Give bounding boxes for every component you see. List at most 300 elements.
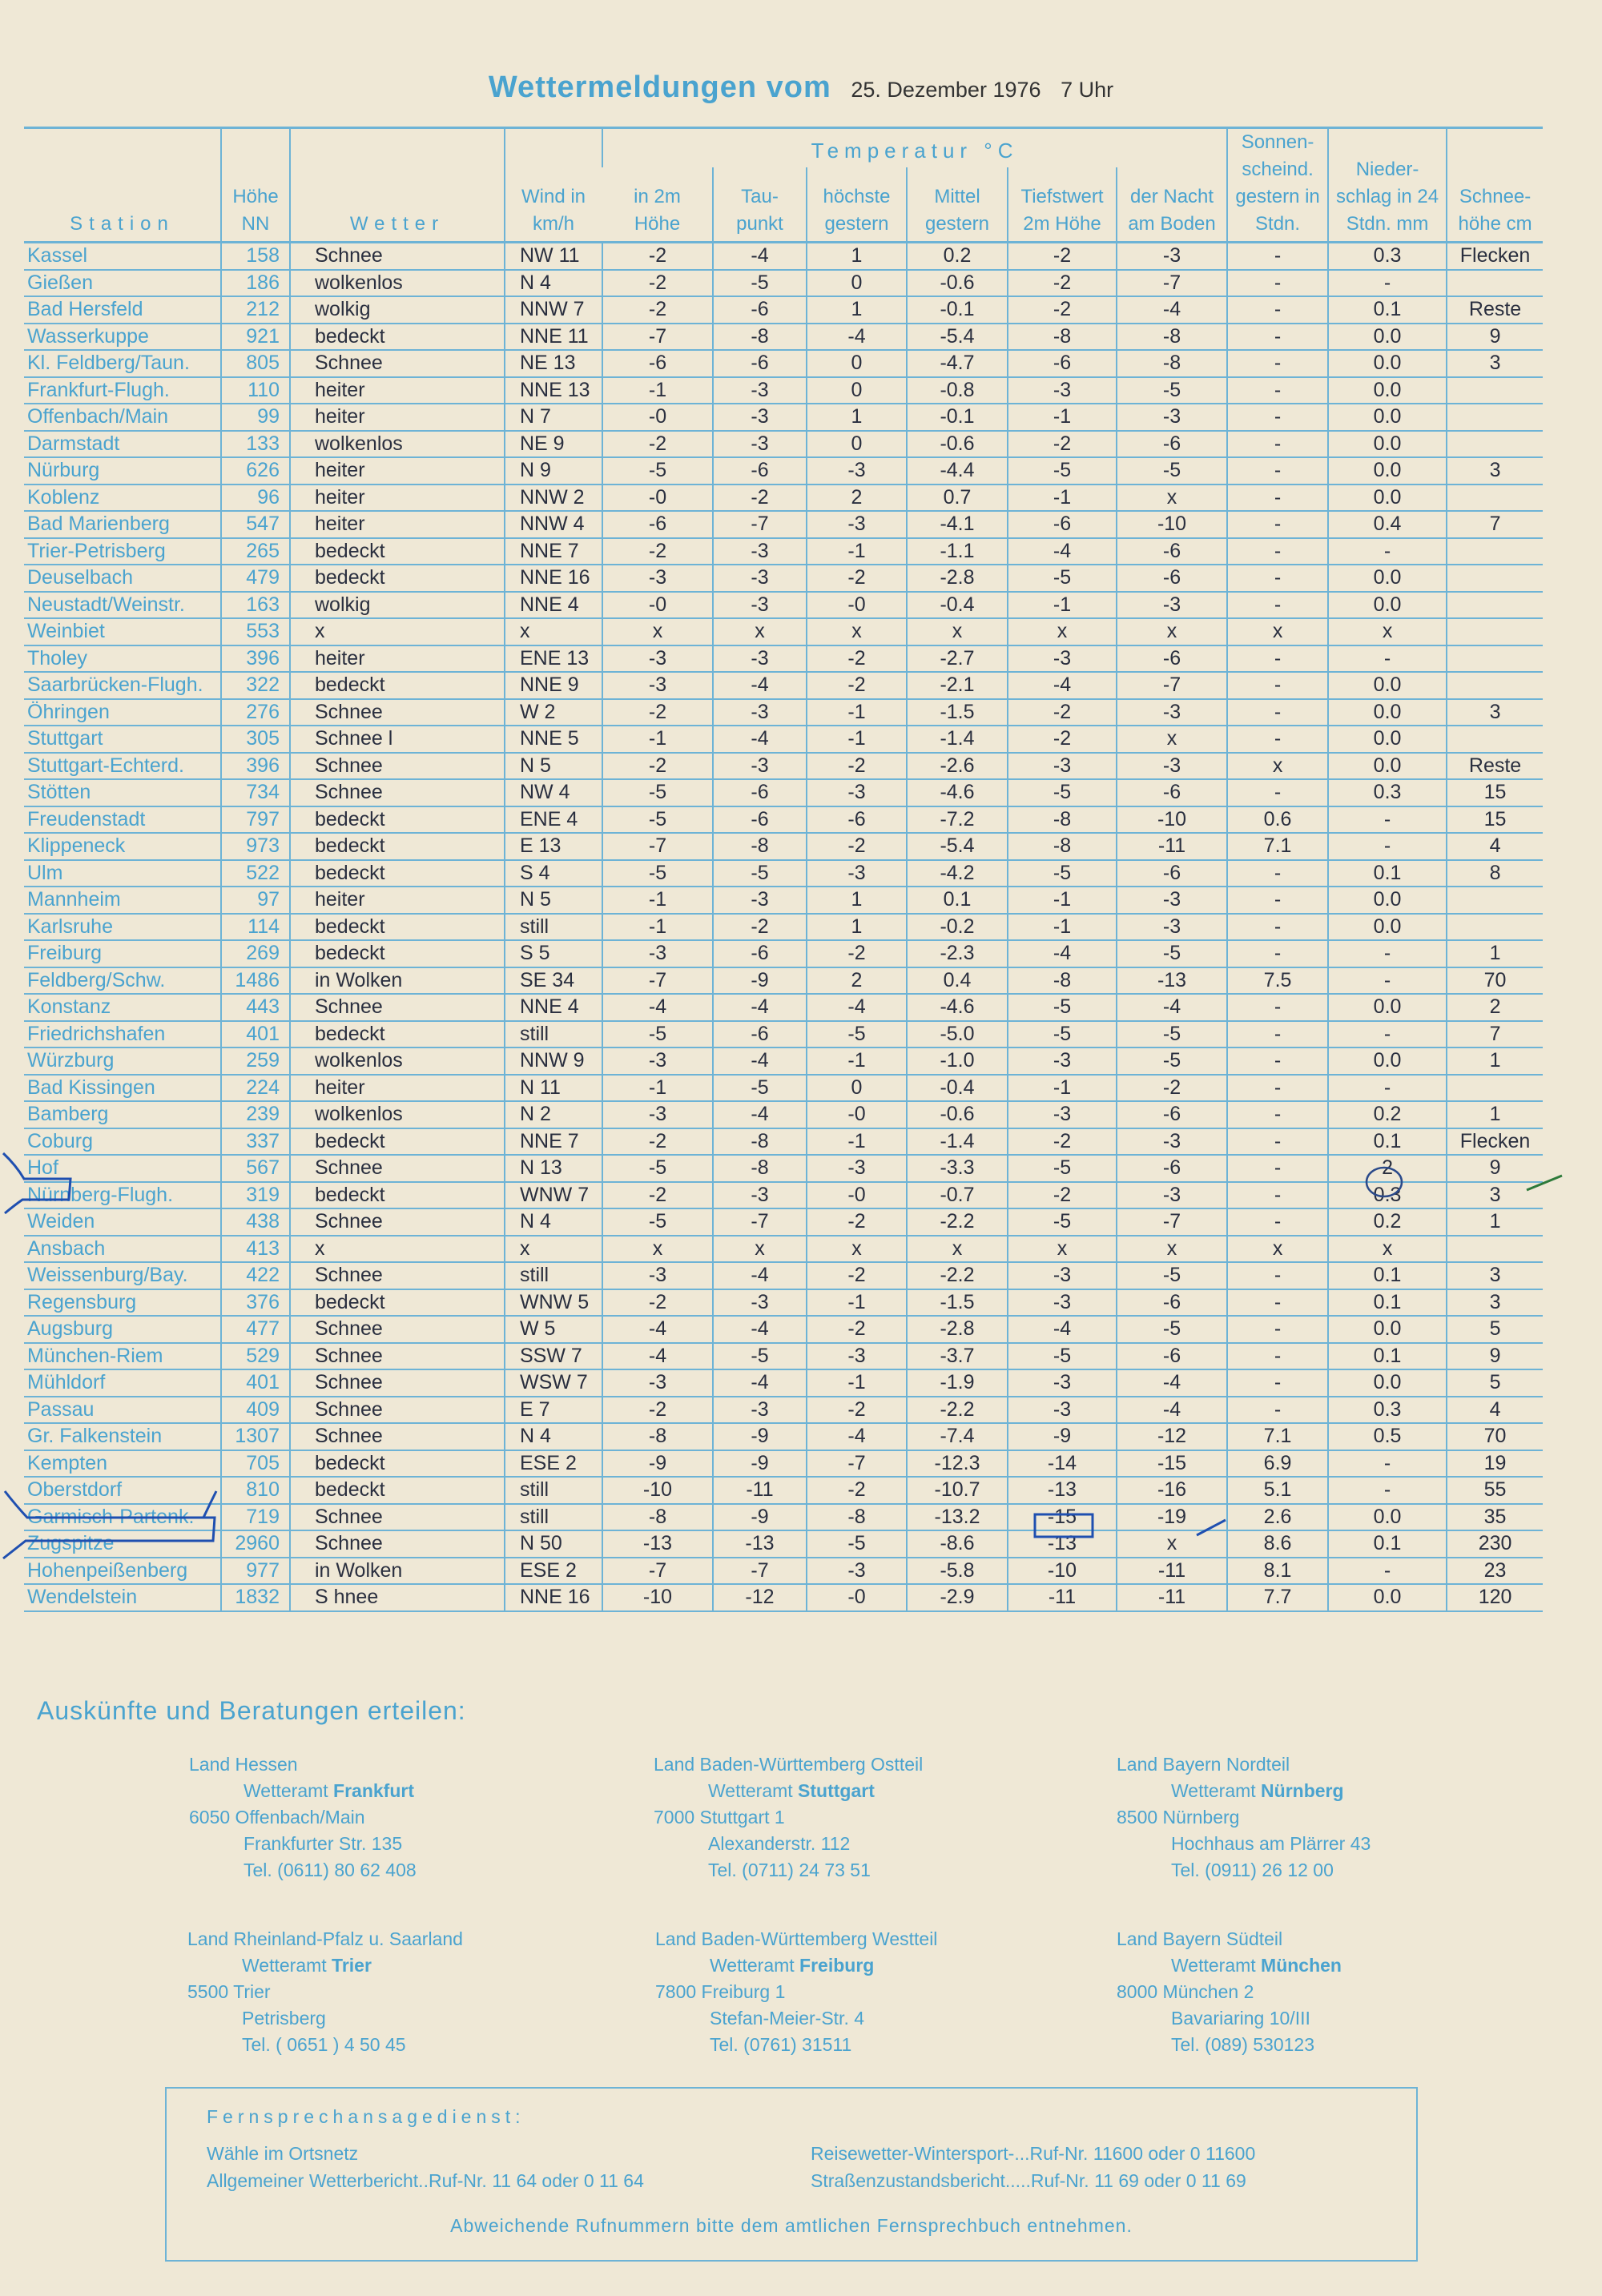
table-row	[24, 1101, 1543, 1128]
cell-mittel: -1.5	[907, 1289, 1008, 1317]
table-row	[24, 645, 1543, 673]
cell-nieder: 0.0	[1328, 699, 1447, 726]
cell-nieder: 0.0	[1328, 1504, 1447, 1531]
cell-wetter: heiter	[290, 887, 505, 914]
phone-line-wetterbericht: Allgemeiner Wetterbericht..Ruf-Nr. 11 64 oder 0 11 64	[207, 2170, 644, 2191]
col-temperatur: Temperatur °C	[602, 128, 1227, 168]
cell-wind: NNE 11	[505, 324, 602, 351]
cell-station: Klippeneck	[24, 833, 221, 860]
cell-hoechste: -2	[807, 833, 907, 860]
cell-nacht: -6	[1117, 860, 1227, 887]
cell-sonne: -	[1227, 1343, 1328, 1370]
cell-in2m: -2	[602, 1289, 713, 1317]
cell-sonne: -	[1227, 1369, 1328, 1397]
cell-hoechste: -1	[807, 699, 907, 726]
cell-wetter: heiter	[290, 377, 505, 404]
cell-tiefst: x	[1008, 618, 1117, 645]
cell-sonne: -	[1227, 1289, 1328, 1317]
office-amt: Wetteramt	[708, 1780, 793, 1801]
cell-station: Bad Hersfeld	[24, 296, 221, 324]
cell-mittel: -10.7	[907, 1477, 1008, 1504]
cell-sonne: -	[1227, 672, 1328, 699]
cell-hoechste: 0	[807, 270, 907, 297]
cell-taupunkt: -6	[713, 1021, 807, 1048]
cell-nieder: 0.0	[1328, 914, 1447, 941]
table-row	[24, 914, 1543, 941]
cell-station: München-Riem	[24, 1343, 221, 1370]
cell-mittel: 0.2	[907, 243, 1008, 270]
cell-nieder: 0.0	[1328, 457, 1447, 485]
cell-tiefst: -3	[1008, 1397, 1117, 1424]
cell-hoechste: -2	[807, 940, 907, 967]
cell-schnee: 5	[1447, 1369, 1543, 1397]
cell-tiefst: -1	[1008, 887, 1117, 914]
table-row	[24, 1450, 1543, 1478]
cell-schnee	[1447, 270, 1543, 297]
cell-nieder: 0.3	[1328, 779, 1447, 806]
cell-hoechste: -6	[807, 806, 907, 834]
table-row	[24, 672, 1543, 699]
cell-hoehe: 705	[221, 1450, 290, 1478]
cell-station: Trier-Petrisberg	[24, 538, 221, 565]
cell-station: Koblenz	[24, 485, 221, 512]
cell-hoechste: -2	[807, 1316, 907, 1343]
cell-tiefst: -1	[1008, 592, 1117, 619]
cell-tiefst: -14	[1008, 1450, 1117, 1478]
cell-station: Friedrichshafen	[24, 1021, 221, 1048]
cell-station: Gießen	[24, 270, 221, 297]
title-date: 25. Dezember 1976	[851, 78, 1041, 102]
cell-station: Coburg	[24, 1128, 221, 1156]
cell-station: Saarbrücken-Flugh.	[24, 672, 221, 699]
cell-in2m: -2	[602, 753, 713, 780]
cell-schnee: 9	[1447, 324, 1543, 351]
table-row	[24, 1477, 1543, 1504]
cell-taupunkt: -3	[713, 377, 807, 404]
cell-hoechste: -3	[807, 1343, 907, 1370]
office-line2: Stefan-Meier-Str. 4	[710, 2008, 865, 2029]
cell-tiefst: -13	[1008, 1530, 1117, 1558]
cell-mittel: -0.6	[907, 431, 1008, 458]
cell-nieder: 0.0	[1328, 404, 1447, 431]
cell-tiefst: -2	[1008, 1128, 1117, 1156]
cell-wetter: bedeckt	[290, 324, 505, 351]
cell-schnee	[1447, 538, 1543, 565]
cell-hoehe: 99	[221, 404, 290, 431]
cell-in2m: -2	[602, 1397, 713, 1424]
cell-station: Konstanz	[24, 994, 221, 1021]
cell-tiefst: -3	[1008, 1262, 1117, 1289]
cell-mittel: -1.0	[907, 1047, 1008, 1075]
cell-station: Frankfurt-Flugh.	[24, 377, 221, 404]
cell-in2m: -6	[602, 511, 713, 538]
cell-nacht: -5	[1117, 1021, 1227, 1048]
table-row	[24, 1021, 1543, 1048]
cell-schnee	[1447, 645, 1543, 673]
cell-nacht: -6	[1117, 431, 1227, 458]
cell-wetter: wolkenlos	[290, 431, 505, 458]
office-land: Land Rheinland-Pfalz u. Saarland	[187, 1928, 463, 1949]
office-line2: Bavariaring 10/III	[1171, 2008, 1310, 2029]
cell-in2m: -1	[602, 377, 713, 404]
cell-schnee	[1447, 404, 1543, 431]
cell-nieder: 0.0	[1328, 1047, 1447, 1075]
office-line1: 7000 Stuttgart 1	[654, 1807, 785, 1828]
cell-tiefst: -5	[1008, 1343, 1117, 1370]
cell-schnee	[1447, 618, 1543, 645]
cell-hoechste: -2	[807, 565, 907, 592]
cell-sonne: -	[1227, 296, 1328, 324]
cell-schnee: 3	[1447, 699, 1543, 726]
cell-nacht: -16	[1117, 1477, 1227, 1504]
cell-wind: WSW 7	[505, 1369, 602, 1397]
cell-hoechste: x	[807, 618, 907, 645]
cell-nieder: 0.0	[1328, 726, 1447, 753]
cell-taupunkt: -4	[713, 1047, 807, 1075]
cell-mittel: -2.6	[907, 753, 1008, 780]
cell-schnee: 8	[1447, 860, 1543, 887]
office-line3: Tel. (0711) 24 73 51	[708, 1860, 871, 1880]
cell-mittel: 0.7	[907, 485, 1008, 512]
cell-in2m: -13	[602, 1530, 713, 1558]
cell-tiefst: -3	[1008, 1369, 1117, 1397]
cell-tiefst: -5	[1008, 565, 1117, 592]
cell-in2m: -6	[602, 350, 713, 377]
cell-in2m: -7	[602, 967, 713, 995]
table-row	[24, 1530, 1543, 1558]
cell-in2m: -3	[602, 1047, 713, 1075]
cell-mittel: -0.1	[907, 404, 1008, 431]
cell-wetter: heiter	[290, 457, 505, 485]
cell-taupunkt: -4	[713, 1369, 807, 1397]
cell-hoehe: 438	[221, 1208, 290, 1236]
cell-nacht: -5	[1117, 1262, 1227, 1289]
cell-sonne: -	[1227, 726, 1328, 753]
cell-hoehe: 2960	[221, 1530, 290, 1558]
cell-wind: E 13	[505, 833, 602, 860]
cell-sonne: -	[1227, 1047, 1328, 1075]
cell-taupunkt: -4	[713, 1101, 807, 1128]
cell-in2m: -5	[602, 1208, 713, 1236]
cell-wetter: Schnee l	[290, 726, 505, 753]
cell-mittel: -4.7	[907, 350, 1008, 377]
cell-hoechste: -0	[807, 1182, 907, 1209]
cell-hoechste: -5	[807, 1530, 907, 1558]
cell-wetter: heiter	[290, 645, 505, 673]
cell-wind: WNW 5	[505, 1289, 602, 1317]
cell-hoehe: 479	[221, 565, 290, 592]
cell-wind: ESE 2	[505, 1450, 602, 1478]
cell-taupunkt: -7	[713, 1558, 807, 1585]
cell-taupunkt: -3	[713, 538, 807, 565]
cell-nacht: -6	[1117, 538, 1227, 565]
cell-taupunkt: -6	[713, 296, 807, 324]
cell-nieder: x	[1328, 1236, 1447, 1263]
cell-mittel: -4.6	[907, 994, 1008, 1021]
cell-wetter: Schnee	[290, 1397, 505, 1424]
cell-hoechste: -3	[807, 511, 907, 538]
cell-hoehe: 158	[221, 243, 290, 270]
cell-sonne: 7.7	[1227, 1584, 1328, 1611]
office-amt: Wetteramt	[244, 1780, 328, 1801]
cell-tiefst: x	[1008, 1236, 1117, 1263]
table-row	[24, 1155, 1543, 1182]
cell-in2m: -2	[602, 270, 713, 297]
cell-wetter: heiter	[290, 485, 505, 512]
cell-hoechste: -5	[807, 1021, 907, 1048]
cell-taupunkt: -9	[713, 1504, 807, 1531]
cell-nieder: 0.1	[1328, 1128, 1447, 1156]
cell-hoechste: -2	[807, 753, 907, 780]
cell-mittel: -0.2	[907, 914, 1008, 941]
cell-mittel: -1.1	[907, 538, 1008, 565]
cell-hoechste: -1	[807, 1047, 907, 1075]
office-line1: 5500 Trier	[187, 1981, 271, 2002]
cell-wind: NNW 9	[505, 1047, 602, 1075]
office-line1: 8500 Nürnberg	[1117, 1807, 1240, 1828]
table-row	[24, 779, 1543, 806]
cell-wind: NNE 7	[505, 538, 602, 565]
cell-hoechste: -2	[807, 1208, 907, 1236]
cell-taupunkt: -5	[713, 1075, 807, 1102]
cell-schnee: 5	[1447, 1316, 1543, 1343]
office-line3: Tel. (089) 530123	[1171, 2034, 1315, 2055]
cell-station: Hohenpeißenberg	[24, 1558, 221, 1585]
cell-taupunkt: -13	[713, 1530, 807, 1558]
cell-station: Bad Kissingen	[24, 1075, 221, 1102]
cell-sonne: -	[1227, 592, 1328, 619]
cell-taupunkt: -4	[713, 1316, 807, 1343]
cell-wetter: heiter	[290, 511, 505, 538]
cell-wetter: Schnee	[290, 350, 505, 377]
cell-mittel: -1.4	[907, 726, 1008, 753]
cell-wind: N 11	[505, 1075, 602, 1102]
cell-nacht: -7	[1117, 1208, 1227, 1236]
cell-station: Mühldorf	[24, 1369, 221, 1397]
office-city: Stuttgart	[798, 1780, 875, 1801]
cell-tiefst: -6	[1008, 511, 1117, 538]
cell-wind: still	[505, 1504, 602, 1531]
cell-in2m: -5	[602, 860, 713, 887]
cell-nacht: -7	[1117, 672, 1227, 699]
cell-hoechste: -8	[807, 1504, 907, 1531]
cell-tiefst: -3	[1008, 645, 1117, 673]
cell-mittel: -2.7	[907, 645, 1008, 673]
cell-station: Gr. Falkenstein	[24, 1423, 221, 1450]
cell-wind: N 5	[505, 753, 602, 780]
col-in2m: in 2m Höhe	[602, 167, 713, 242]
cell-wind: N 5	[505, 887, 602, 914]
table-row	[24, 1075, 1543, 1102]
cell-wetter: Schnee	[290, 1262, 505, 1289]
cell-hoehe: 409	[221, 1397, 290, 1424]
cell-tiefst: -5	[1008, 1155, 1117, 1182]
cell-taupunkt: -6	[713, 779, 807, 806]
cell-taupunkt: -8	[713, 1128, 807, 1156]
cell-tiefst: -1	[1008, 914, 1117, 941]
cell-nieder: -	[1328, 967, 1447, 995]
office-line1: 7800 Freiburg 1	[655, 1981, 786, 2002]
office-land: Land Baden-Württemberg Westteil	[655, 1928, 938, 1949]
cell-wind: N 9	[505, 457, 602, 485]
cell-hoechste: -1	[807, 1128, 907, 1156]
cell-schnee	[1447, 1236, 1543, 1263]
cell-station: Öhringen	[24, 699, 221, 726]
cell-wetter: Schnee	[290, 699, 505, 726]
cell-in2m: -5	[602, 1155, 713, 1182]
cell-nacht: -4	[1117, 1369, 1227, 1397]
cell-schnee	[1447, 377, 1543, 404]
cell-hoechste: -4	[807, 1423, 907, 1450]
cell-schnee: 1	[1447, 940, 1543, 967]
cell-wetter: heiter	[290, 1075, 505, 1102]
cell-wetter: Schnee	[290, 779, 505, 806]
cell-nacht: -5	[1117, 1316, 1227, 1343]
cell-hoechste: -2	[807, 672, 907, 699]
cell-tiefst: -2	[1008, 1182, 1117, 1209]
cell-sonne: -	[1227, 377, 1328, 404]
cell-wetter: Schnee	[290, 1316, 505, 1343]
cell-tiefst: -1	[1008, 485, 1117, 512]
cell-schnee: 3	[1447, 1262, 1543, 1289]
phone-service-box	[165, 2087, 1418, 2262]
cell-station: Ulm	[24, 860, 221, 887]
cell-station: Augsburg	[24, 1316, 221, 1343]
cell-wind: W 5	[505, 1316, 602, 1343]
cell-station: Hof	[24, 1155, 221, 1182]
office-land: Land Baden-Württemberg Ostteil	[654, 1754, 924, 1775]
cell-in2m: x	[602, 1236, 713, 1263]
cell-tiefst: -11	[1008, 1584, 1117, 1611]
cell-in2m: -5	[602, 779, 713, 806]
cell-sonne: -	[1227, 1397, 1328, 1424]
cell-nieder: -	[1328, 1450, 1447, 1478]
cell-taupunkt: -4	[713, 726, 807, 753]
office-city: Nürnberg	[1261, 1780, 1344, 1801]
office-line3: Tel. ( 0651 ) 4 50 45	[242, 2034, 406, 2055]
cell-hoechste: 1	[807, 404, 907, 431]
cell-hoechste: -4	[807, 324, 907, 351]
office-city: Frankfurt	[333, 1780, 414, 1801]
cell-nieder: 0.0	[1328, 485, 1447, 512]
cell-station: Freudenstadt	[24, 806, 221, 834]
cell-taupunkt: -6	[713, 940, 807, 967]
cell-nieder: 0.3	[1328, 1182, 1447, 1209]
cell-nieder: -	[1328, 806, 1447, 834]
cell-hoehe: 797	[221, 806, 290, 834]
table-row	[24, 618, 1543, 645]
cell-sonne: -	[1227, 940, 1328, 967]
cell-wind: NNE 4	[505, 994, 602, 1021]
cell-wind: ENE 4	[505, 806, 602, 834]
cell-wind: E 7	[505, 1397, 602, 1424]
col-station: Station	[24, 128, 221, 243]
cell-wind: still	[505, 1477, 602, 1504]
office-line2: Frankfurter Str. 135	[244, 1833, 403, 1854]
cell-wetter: bedeckt	[290, 1182, 505, 1209]
cell-mittel: -5.0	[907, 1021, 1008, 1048]
table-row	[24, 1316, 1543, 1343]
cell-tiefst: -8	[1008, 833, 1117, 860]
cell-nacht: -13	[1117, 967, 1227, 995]
table-row	[24, 431, 1543, 458]
cell-nieder: 0.0	[1328, 565, 1447, 592]
cell-in2m: -3	[602, 940, 713, 967]
cell-hoehe: 734	[221, 779, 290, 806]
cell-taupunkt: -5	[713, 1343, 807, 1370]
cell-hoechste: -3	[807, 860, 907, 887]
cell-station: Offenbach/Main	[24, 404, 221, 431]
cell-tiefst: -3	[1008, 1101, 1117, 1128]
table-row	[24, 1343, 1543, 1370]
cell-nacht: -11	[1117, 1584, 1227, 1611]
cell-in2m: -5	[602, 457, 713, 485]
cell-station: Wasserkuppe	[24, 324, 221, 351]
cell-hoehe: 1307	[221, 1423, 290, 1450]
cell-in2m: -4	[602, 1316, 713, 1343]
cell-schnee: 1	[1447, 1208, 1543, 1236]
cell-nacht: -3	[1117, 887, 1227, 914]
cell-wetter: x	[290, 1236, 505, 1263]
cell-wetter: x	[290, 618, 505, 645]
cell-mittel: -0.4	[907, 1075, 1008, 1102]
cell-in2m: -8	[602, 1504, 713, 1531]
cell-hoechste: -3	[807, 1155, 907, 1182]
cell-wetter: bedeckt	[290, 538, 505, 565]
cell-wind: NNE 13	[505, 377, 602, 404]
cell-in2m: -3	[602, 1101, 713, 1128]
cell-hoehe: 269	[221, 940, 290, 967]
cell-schnee	[1447, 565, 1543, 592]
cell-schnee: 15	[1447, 806, 1543, 834]
cell-mittel: x	[907, 1236, 1008, 1263]
cell-sonne: -	[1227, 699, 1328, 726]
cell-in2m: -2	[602, 243, 713, 270]
col-schnee: Schnee- höhe cm	[1447, 128, 1543, 243]
cell-wind: x	[505, 1236, 602, 1263]
cell-wind: NNW 7	[505, 296, 602, 324]
cell-sonne: 2.6	[1227, 1504, 1328, 1531]
cell-taupunkt: -3	[713, 592, 807, 619]
cell-mittel: -13.2	[907, 1504, 1008, 1531]
cell-nieder: -	[1328, 270, 1447, 297]
cell-hoehe: 305	[221, 726, 290, 753]
cell-taupunkt: -9	[713, 1450, 807, 1478]
cell-mittel: 0.4	[907, 967, 1008, 995]
cell-in2m: -4	[602, 994, 713, 1021]
office-line2: Petrisberg	[242, 2008, 326, 2029]
cell-nieder: 0.0	[1328, 1316, 1447, 1343]
cell-mittel: -3.7	[907, 1343, 1008, 1370]
cell-sonne: -	[1227, 1075, 1328, 1102]
table-row	[24, 270, 1543, 297]
cell-nieder: 0.0	[1328, 592, 1447, 619]
cell-wind: N 2	[505, 1101, 602, 1128]
cell-wetter: Schnee	[290, 1208, 505, 1236]
cell-mittel: -4.4	[907, 457, 1008, 485]
cell-nieder: 0.1	[1328, 1530, 1447, 1558]
cell-mittel: -0.1	[907, 296, 1008, 324]
cell-nacht: -6	[1117, 1343, 1227, 1370]
cell-wetter: bedeckt	[290, 1128, 505, 1156]
cell-hoechste: 2	[807, 967, 907, 995]
title-main: Wettermeldungen vom	[488, 70, 831, 104]
cell-wind: x	[505, 618, 602, 645]
cell-wetter: bedeckt	[290, 1477, 505, 1504]
cell-hoehe: 97	[221, 887, 290, 914]
table-row	[24, 1369, 1543, 1397]
cell-wetter: S hnee	[290, 1584, 505, 1611]
